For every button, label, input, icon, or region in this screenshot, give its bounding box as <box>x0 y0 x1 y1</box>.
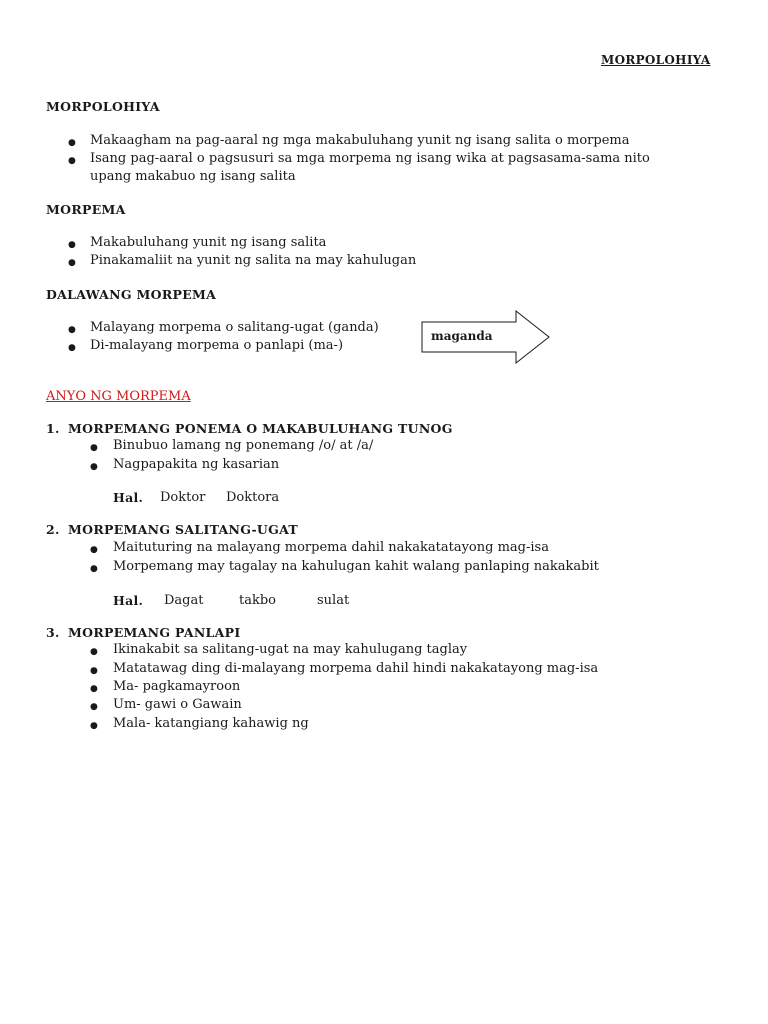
section-heading-morpema: MORPEMA <box>46 202 126 217</box>
list-item: Pinakamaliit na yunit ng salita na may kahulugan <box>90 253 417 268</box>
numbered-item-number: 2. <box>46 522 60 537</box>
bullet-icon: ● <box>90 684 98 694</box>
page-header-title: MORPOLOHIYA <box>601 53 711 67</box>
list-item-continuation: upang makabuo ng isang salita <box>90 169 296 184</box>
bullet-icon: ● <box>90 443 98 453</box>
list-item: Makabuluhang yunit ng isang salita <box>90 235 327 250</box>
bullet-icon: ● <box>68 156 76 166</box>
bullet-icon: ● <box>90 666 98 676</box>
bullet-icon: ● <box>90 721 98 731</box>
bullet-icon: ● <box>90 462 98 472</box>
bullet-icon: ● <box>90 564 98 574</box>
list-item: Ikinakabit sa salitang-ugat na may kahulugang taglay <box>113 642 468 657</box>
list-item: Ma- pagkamayroon <box>113 679 241 694</box>
example-word: Doktor <box>160 490 206 505</box>
section-heading-dalawang-morpema: DALAWANG MORPEMA <box>46 287 217 302</box>
example-word: Doktora <box>226 490 280 505</box>
example-word: sulat <box>317 593 350 608</box>
list-item: Di-malayang morpema o panlapi (ma-) <box>90 338 344 353</box>
bullet-icon: ● <box>90 702 98 712</box>
list-item: Matatawag ding di-malayang morpema dahil hindi nakakatayong mag-isa <box>113 661 599 676</box>
numbered-heading: MORPEMANG SALITANG-UGAT <box>68 522 299 537</box>
numbered-item-number: 1. <box>46 421 60 436</box>
section-heading-anyo-ng-morpema: ANYO NG MORPEMA <box>46 389 191 404</box>
bullet-icon: ● <box>90 545 98 555</box>
list-item: Binubuo lamang ng ponemang /o/ at /a/ <box>113 438 374 453</box>
example-label: Hal. <box>113 490 144 505</box>
list-item: Malayang morpema o salitang-ugat (ganda) <box>90 320 379 335</box>
list-item: Makaagham na pag-aaral ng mga makabuluhang yunit ng isang salita o morpema <box>90 133 630 148</box>
bullet-icon: ● <box>68 138 76 148</box>
arrow-label: maganda <box>431 329 493 343</box>
numbered-item-number: 3. <box>46 625 60 640</box>
bullet-icon: ● <box>68 240 76 250</box>
numbered-heading: MORPEMANG PONEMA O MAKABULUHANG TUNOG <box>68 421 453 436</box>
list-item: Maituturing na malayang morpema dahil nakakatatayong mag-isa <box>113 540 549 555</box>
numbered-heading: MORPEMANG PANLAPI <box>68 625 241 640</box>
example-word: Dagat <box>164 593 204 608</box>
list-item: Isang pag-aaral o pagsusuri sa mga morpema ng isang wika at pagsasama-sama nito <box>90 151 650 166</box>
list-item: Um- gawi o Gawain <box>113 697 242 712</box>
example-label: Hal. <box>113 593 144 608</box>
list-item: Morpemang may tagalay na kahulugan kahit walang panlaping nakakabit <box>113 559 599 574</box>
list-item: Mala- katangiang kahawig ng <box>113 716 309 731</box>
bullet-icon: ● <box>68 258 76 268</box>
list-item: Nagpapakita ng kasarian <box>113 457 280 472</box>
section-heading-morpolohiya: MORPOLOHIYA <box>46 99 160 114</box>
bullet-icon: ● <box>68 343 76 353</box>
bullet-icon: ● <box>68 325 76 335</box>
example-word: takbo <box>239 593 277 608</box>
bullet-icon: ● <box>90 647 98 657</box>
